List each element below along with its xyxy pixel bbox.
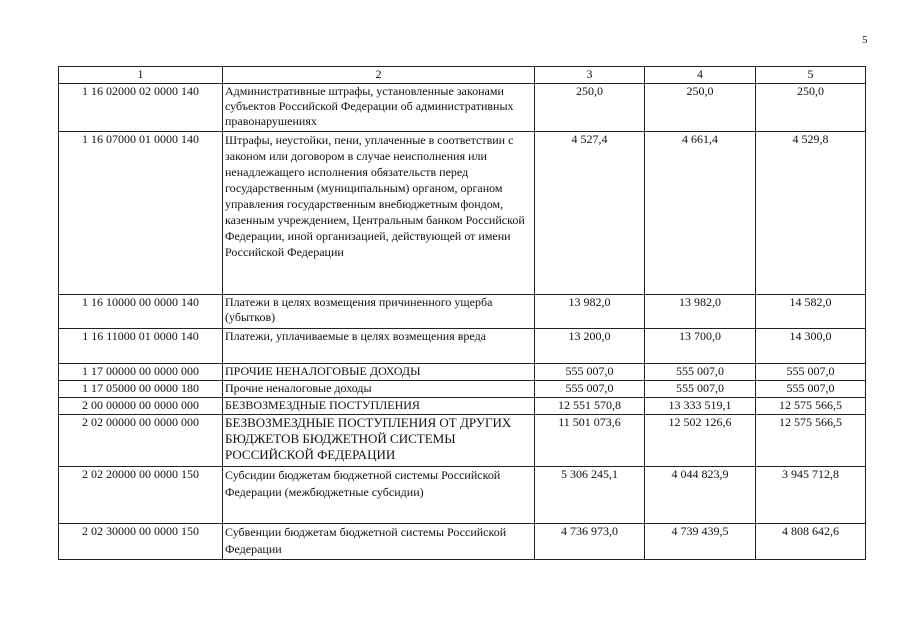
row-value-col4: 12 502 126,6 xyxy=(645,415,756,467)
row-value-col5: 14 582,0 xyxy=(756,295,866,329)
row-name: Платежи в целях возмещения причиненного ущерба (убытков) xyxy=(223,295,535,329)
row-name: БЕЗВОЗМЕЗДНЫЕ ПОСТУПЛЕНИЯ ОТ ДРУГИХ БЮДЖЕТОВ БЮДЖЕТНОЙ СИСТЕМЫ РОССИЙСКОЙ ФЕДЕРАЦИИ xyxy=(223,415,535,467)
row-code: 1 16 11000 01 0000 140 xyxy=(59,329,223,364)
row-name: Субвенции бюджетам бюджетной системы Российской Федерации xyxy=(223,524,535,560)
table-row xyxy=(59,132,866,295)
row-value-col3: 4 527,4 xyxy=(535,132,645,295)
row-code: 2 02 20000 00 0000 150 xyxy=(59,467,223,524)
row-value-col4: 555 007,0 xyxy=(645,381,756,398)
row-value-col4: 555 007,0 xyxy=(645,364,756,381)
table-row xyxy=(59,467,866,524)
row-value-col4: 13 700,0 xyxy=(645,329,756,364)
table-row xyxy=(59,398,866,415)
row-value-col5: 14 300,0 xyxy=(756,329,866,364)
column-header-1: 1 xyxy=(59,67,223,84)
row-value-col5: 12 575 566,5 xyxy=(756,415,866,467)
row-value-col4: 13 333 519,1 xyxy=(645,398,756,415)
row-value-col3: 4 736 973,0 xyxy=(535,524,645,560)
column-header-5: 5 xyxy=(756,67,866,84)
row-name: ПРОЧИЕ НЕНАЛОГОВЫЕ ДОХОДЫ xyxy=(223,364,535,381)
row-value-col5: 555 007,0 xyxy=(756,381,866,398)
row-value-col3: 250,0 xyxy=(535,84,645,132)
row-value-col3: 555 007,0 xyxy=(535,381,645,398)
row-value-col5: 250,0 xyxy=(756,84,866,132)
row-value-col5: 3 945 712,8 xyxy=(756,467,866,524)
row-code: 1 16 07000 01 0000 140 xyxy=(59,132,223,295)
row-name: Штрафы, неустойки, пени, уплаченные в соответствии с законом или договором в случае неисполнения или ненадлежащего исполнения обязательств перед государственным (муниципальным) органом, органом управления государственным внебюджетным фондом, казенным учреждением, Центральным банком Российской Федерации, иной организацией, действующей от имени Российской Федерации xyxy=(223,132,535,295)
column-header-3: 3 xyxy=(535,67,645,84)
table-row xyxy=(59,84,866,132)
budget-revenue-table xyxy=(58,66,866,560)
row-name: Субсидии бюджетам бюджетной системы Российской Федерации (межбюджетные субсидии) xyxy=(223,467,535,524)
row-name: Административные штрафы, установленные законами субъектов Российской Федерации об административных правонарушениях xyxy=(223,84,535,132)
row-value-col5: 4 808 642,6 xyxy=(756,524,866,560)
row-value-col3: 11 501 073,6 xyxy=(535,415,645,467)
row-value-col5: 555 007,0 xyxy=(756,364,866,381)
row-value-col4: 4 661,4 xyxy=(645,132,756,295)
row-value-col5: 12 575 566,5 xyxy=(756,398,866,415)
column-header-4: 4 xyxy=(645,67,756,84)
row-value-col3: 555 007,0 xyxy=(535,364,645,381)
row-value-col3: 5 306 245,1 xyxy=(535,467,645,524)
row-name: Платежи, уплачиваемые в целях возмещения вреда xyxy=(223,329,535,364)
row-code: 1 16 10000 00 0000 140 xyxy=(59,295,223,329)
page-number: 5 xyxy=(862,34,868,46)
table-row xyxy=(59,295,866,329)
table-row xyxy=(59,415,866,467)
table-row xyxy=(59,524,866,560)
row-code: 2 02 30000 00 0000 150 xyxy=(59,524,223,560)
row-name: Прочие неналоговые доходы xyxy=(223,381,535,398)
row-name: БЕЗВОЗМЕЗДНЫЕ ПОСТУПЛЕНИЯ xyxy=(223,398,535,415)
row-value-col4: 4 739 439,5 xyxy=(645,524,756,560)
table-row xyxy=(59,364,866,381)
row-value-col4: 13 982,0 xyxy=(645,295,756,329)
row-value-col5: 4 529,8 xyxy=(756,132,866,295)
table-row xyxy=(59,381,866,398)
row-value-col4: 250,0 xyxy=(645,84,756,132)
row-value-col3: 13 200,0 xyxy=(535,329,645,364)
column-header-2: 2 xyxy=(223,67,535,84)
row-code: 2 02 00000 00 0000 000 xyxy=(59,415,223,467)
table-header-row xyxy=(59,67,866,84)
row-value-col3: 12 551 570,8 xyxy=(535,398,645,415)
row-code: 1 16 02000 02 0000 140 xyxy=(59,84,223,132)
row-code: 2 00 00000 00 0000 000 xyxy=(59,398,223,415)
row-value-col4: 4 044 823,9 xyxy=(645,467,756,524)
row-value-col3: 13 982,0 xyxy=(535,295,645,329)
row-code: 1 17 00000 00 0000 000 xyxy=(59,364,223,381)
row-code: 1 17 05000 00 0000 180 xyxy=(59,381,223,398)
table-row xyxy=(59,329,866,364)
